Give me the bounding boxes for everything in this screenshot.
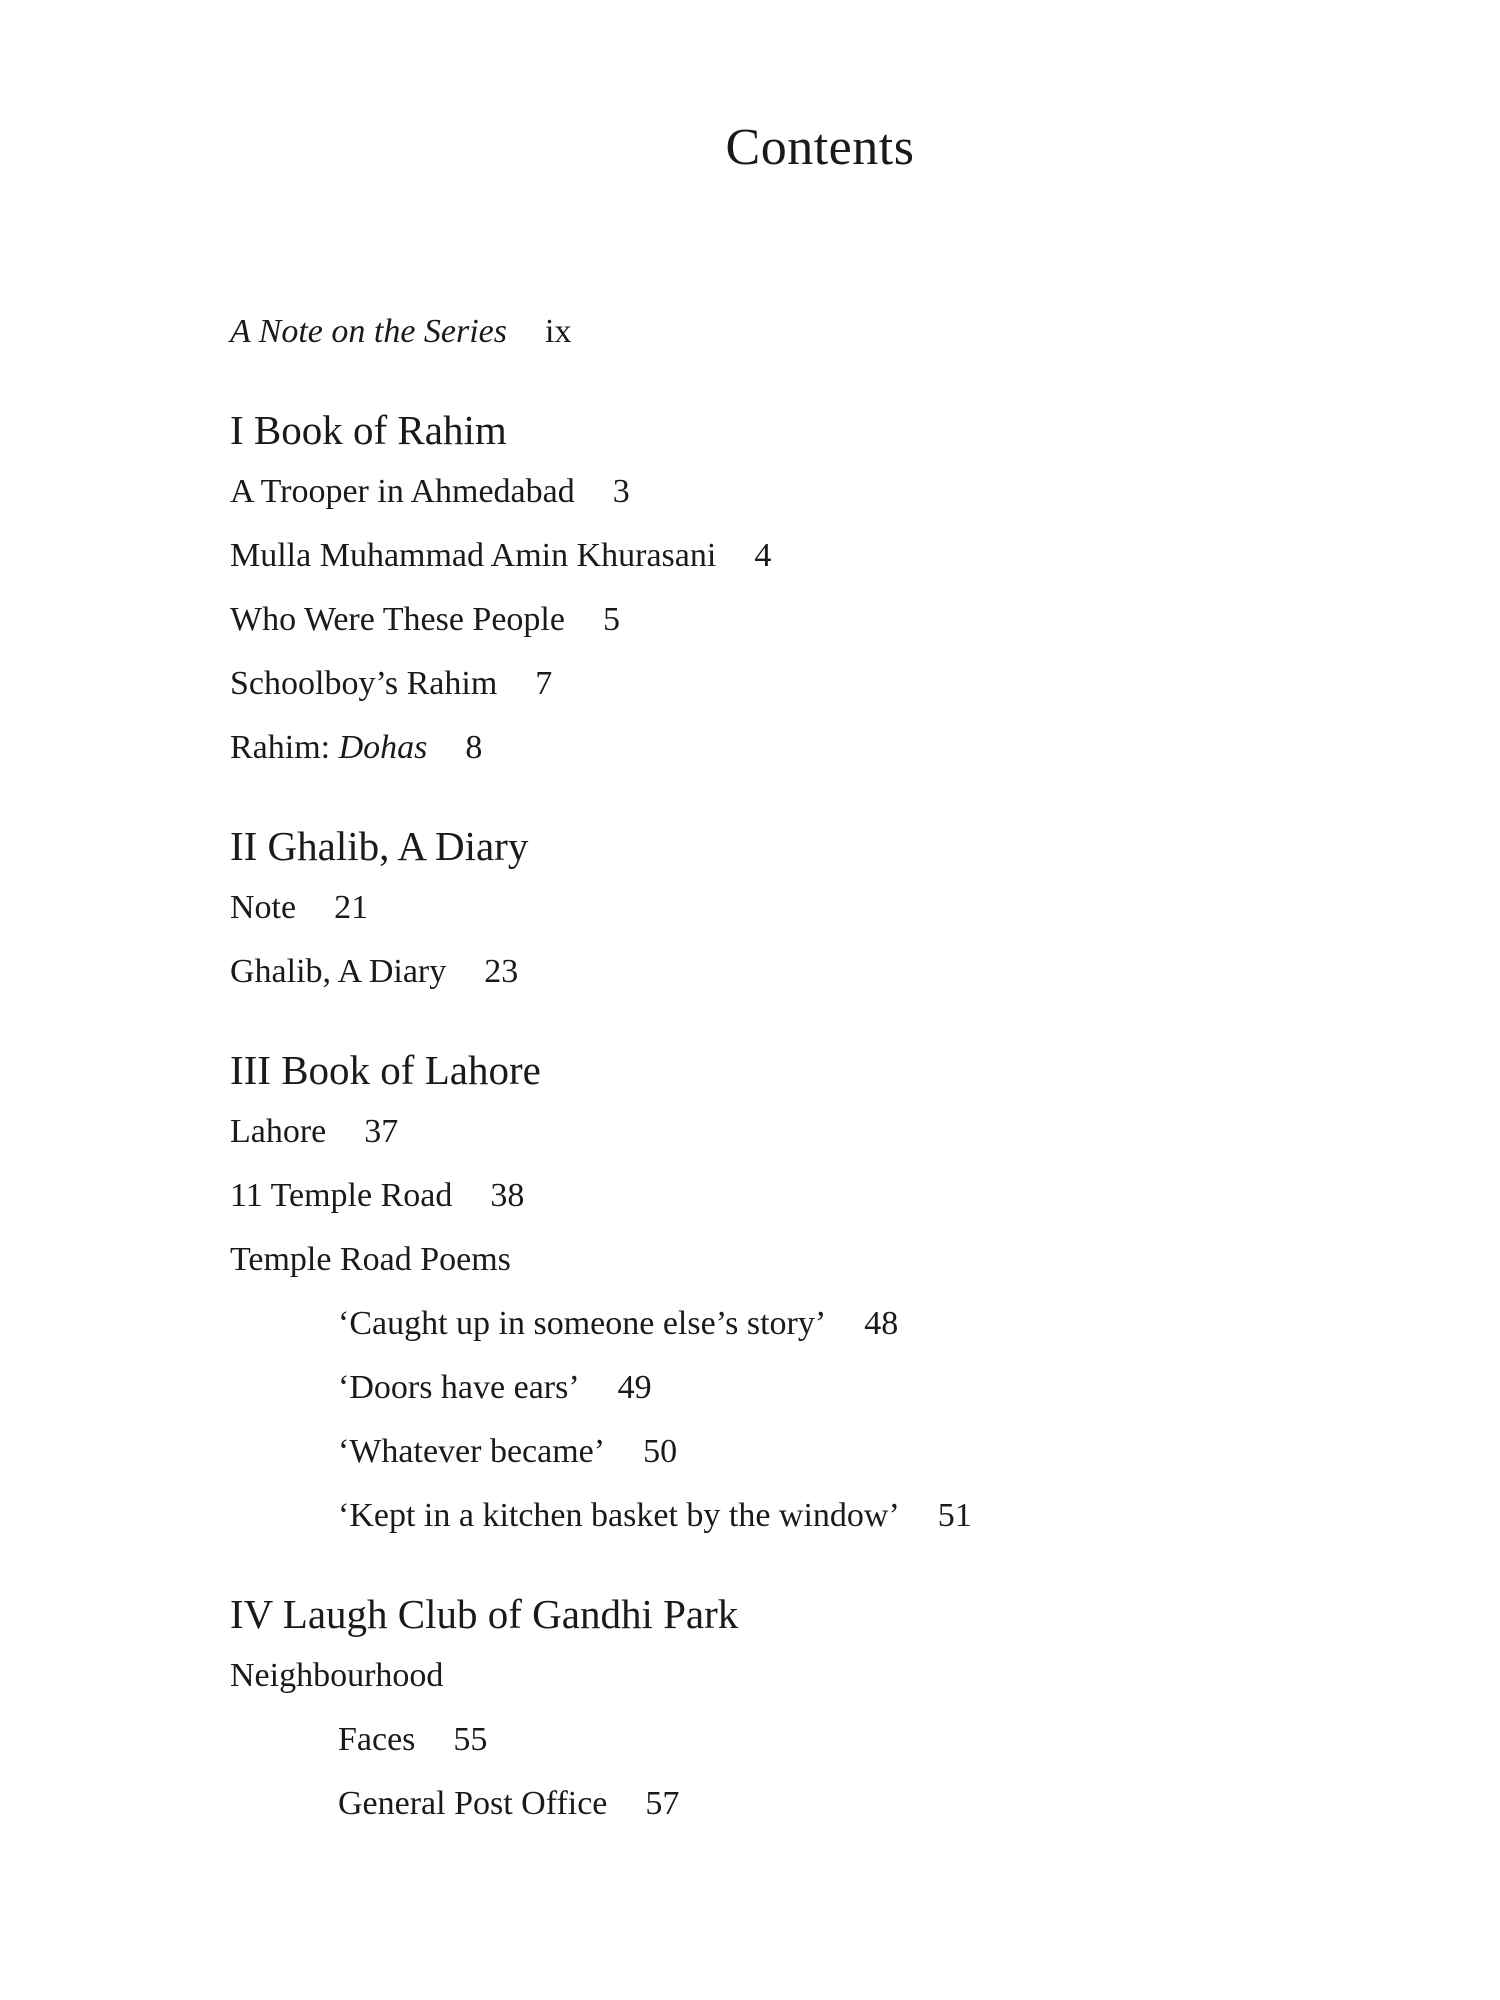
toc-entry: [230, 652, 1380, 716]
toc-entry-page: 3: [612, 473, 630, 510]
toc-entry-page: 48: [864, 1305, 899, 1342]
toc-entry: [230, 460, 1380, 524]
toc-entry-title: ‘Caught up in someone else’s story’: [338, 1305, 827, 1342]
toc-entry-title: Ghalib, A Diary: [230, 953, 447, 990]
toc-entry-page: 4: [754, 537, 772, 574]
toc-entry-page: 37: [364, 1113, 399, 1150]
toc-entry: [230, 940, 1380, 1004]
toc-entry-group: [230, 1644, 1380, 1708]
toc-subentry: [230, 1772, 1380, 1836]
toc-entry-page: 8: [465, 729, 483, 766]
toc-entry: [230, 1164, 1380, 1228]
section-heading-ghalib-diary: II Ghalib, A Diary: [230, 823, 529, 869]
toc-entry-title-italic: Dohas: [338, 729, 428, 766]
toc-entry-page: 49: [617, 1369, 652, 1406]
toc-entry: [230, 1100, 1380, 1164]
toc-entry-title: Faces: [338, 1721, 416, 1758]
page-title: Contents: [725, 119, 915, 176]
toc-subentry: [230, 1708, 1380, 1772]
section-heading-book-of-lahore: III Book of Lahore: [230, 1047, 541, 1093]
toc-entry-page: 50: [643, 1433, 678, 1470]
toc-entry-page: ix: [545, 313, 572, 350]
toc-entry-title: 11 Temple Road: [230, 1177, 453, 1214]
table-of-contents: [230, 300, 1380, 1836]
toc-entry-page: 55: [453, 1721, 488, 1758]
toc-entry-title: Note: [230, 889, 297, 926]
toc-entry-page: 23: [484, 953, 519, 990]
toc-entry-note-on-series: [230, 300, 1380, 364]
toc-subentry: [230, 1420, 1380, 1484]
toc-entry-title: Schoolboy’s Rahim: [230, 665, 498, 702]
toc-subentry: [230, 1356, 1380, 1420]
section-heading-laugh-club: IV Laugh Club of Gandhi Park: [230, 1591, 739, 1637]
toc-entry: [230, 716, 1380, 780]
toc-subentry: [230, 1292, 1380, 1356]
toc-entry-title: Neighbourhood: [230, 1657, 444, 1694]
toc-entry-page: 38: [490, 1177, 525, 1214]
toc-entry-title: Lahore: [230, 1113, 327, 1150]
toc-entry-title: General Post Office: [338, 1785, 608, 1822]
toc-entry-group: [230, 1228, 1380, 1292]
toc-entry-title: ‘Kept in a kitchen basket by the window’: [338, 1497, 900, 1534]
toc-entry-title: Temple Road Poems: [230, 1241, 511, 1278]
toc-entry-page: 57: [645, 1785, 680, 1822]
toc-entry-page: 21: [334, 889, 369, 926]
toc-entry-title: A Trooper in Ahmedabad: [230, 473, 575, 510]
toc-entry: [230, 588, 1380, 652]
toc-entry-title: Who Were These People: [230, 601, 565, 638]
toc-entry-page: 5: [602, 601, 620, 638]
toc-entry-title: ‘Whatever became’: [338, 1433, 606, 1470]
toc-entry-page: 51: [937, 1497, 972, 1534]
toc-entry: [230, 876, 1380, 940]
toc-entry-title: ‘Doors have ears’: [338, 1369, 580, 1406]
toc-entry: [230, 524, 1380, 588]
toc-entry-title: Mulla Muhammad Amin Khurasani: [230, 537, 717, 574]
toc-entry-title: A Note on the Series: [230, 313, 507, 350]
toc-entry-page: 7: [535, 665, 553, 702]
toc-subentry: [230, 1484, 1380, 1548]
toc-entry-title-prefix: Rahim:: [230, 729, 339, 766]
section-heading-book-of-rahim: I Book of Rahim: [230, 407, 507, 453]
